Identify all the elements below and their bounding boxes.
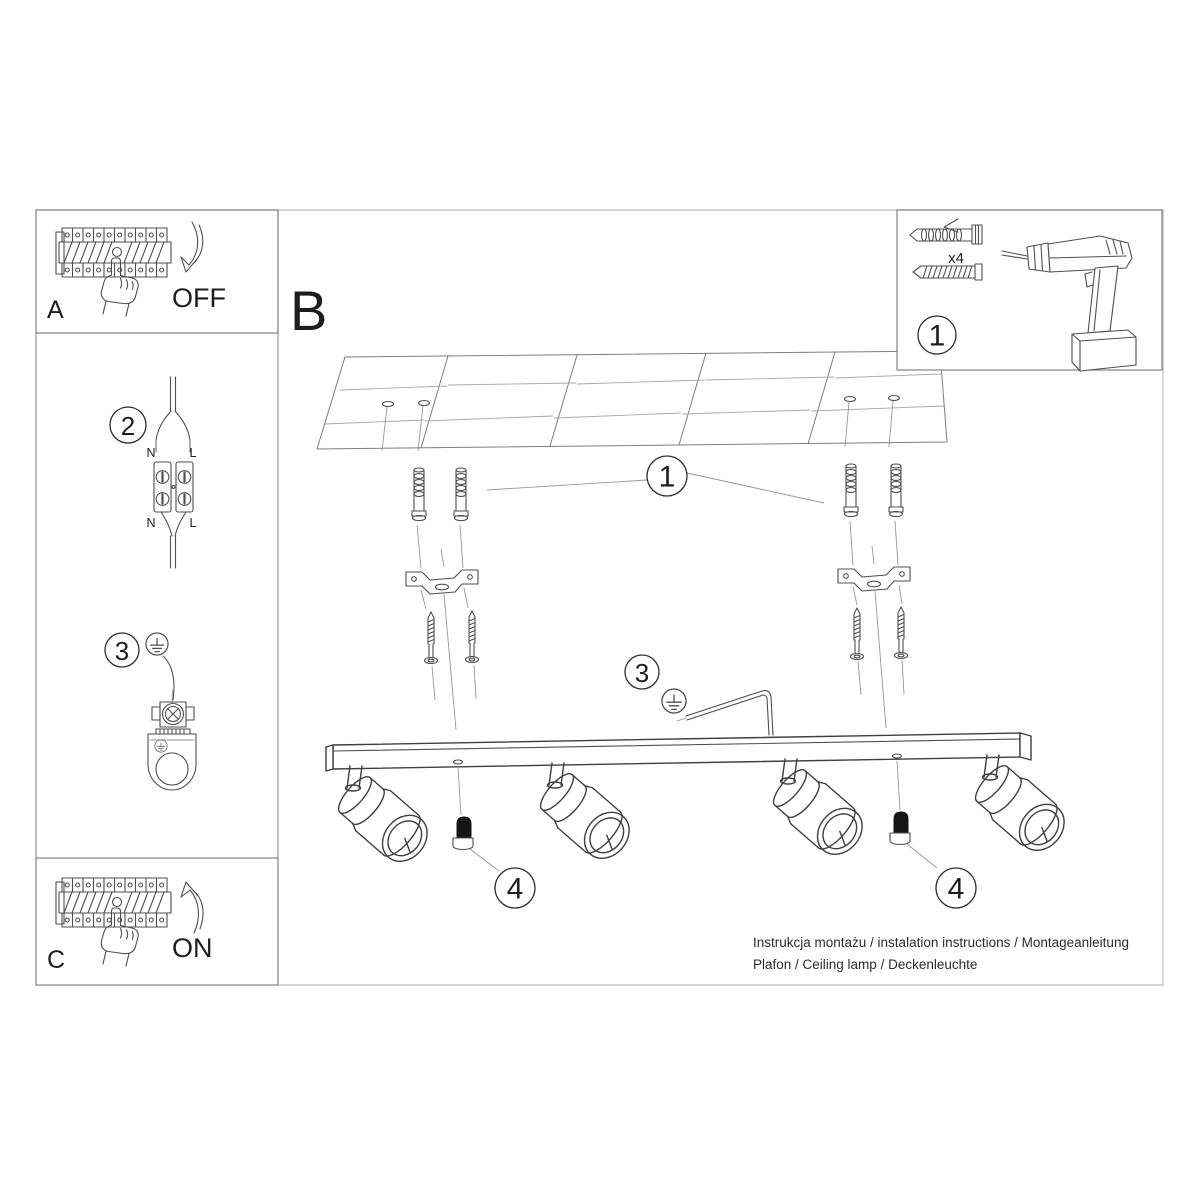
callout-ground-number: 3 — [634, 658, 650, 688]
quantity-label: x4 — [948, 250, 964, 267]
spotlight-1 — [331, 766, 437, 871]
panel-c-power-on — [36, 858, 278, 985]
mounting-screws — [425, 607, 908, 664]
adjust-screw-left — [453, 767, 535, 908]
panel-a-power-off — [36, 210, 278, 333]
footer-line2: Plafon / Ceiling lamp / Deckenleuchte — [753, 957, 978, 972]
callout-anchors-number: 1 — [658, 460, 676, 494]
spotlight-3 — [766, 759, 872, 864]
adjust-screw-right — [890, 761, 976, 908]
callout-anchors — [487, 456, 824, 503]
wire-label-n-bottom: N — [146, 516, 156, 530]
step3-number: 3 — [114, 636, 130, 666]
mounting-brackets — [406, 567, 910, 594]
section-b-label: B — [290, 279, 328, 342]
ground-wire — [677, 691, 773, 735]
footer — [753, 935, 1129, 972]
panel-a-action-label: OFF — [172, 283, 226, 313]
ceiling-panel — [317, 351, 947, 451]
ground-symbol-icon — [146, 633, 168, 655]
lamp-bar — [326, 733, 1031, 771]
step2-wiring-diagram — [110, 377, 197, 568]
terminal-block-left — [154, 462, 171, 512]
callout-screw-right-number: 4 — [947, 872, 965, 906]
wire-label-n-top: N — [146, 446, 156, 460]
wire-label-l-bottom: L — [189, 516, 197, 530]
footer-line1: Instrukcja montażu / instalation instructions / Montageanleitung — [753, 935, 1129, 950]
spotlight-4 — [968, 755, 1074, 860]
callout-ground — [625, 655, 773, 735]
ground-symbol-icon-small — [155, 740, 167, 752]
wire-label-l-top: L — [189, 446, 197, 460]
step3-ground-diagram — [105, 633, 196, 790]
ground-bracket — [148, 734, 196, 790]
assembly-alignment-lines — [417, 521, 904, 730]
step2-number: 2 — [120, 411, 136, 441]
spotlight-2 — [533, 763, 639, 868]
panel-a-label: A — [47, 296, 64, 324]
ground-clamp — [152, 702, 194, 734]
ground-symbol-icon — [662, 689, 686, 713]
kit-step-number: 1 — [928, 319, 946, 353]
terminal-block-right — [176, 462, 193, 512]
kit-panel — [897, 210, 1162, 371]
panel-c-label: C — [47, 946, 66, 974]
callout-screw-left-number: 4 — [506, 872, 524, 906]
panel-c-action-label: ON — [172, 933, 213, 963]
